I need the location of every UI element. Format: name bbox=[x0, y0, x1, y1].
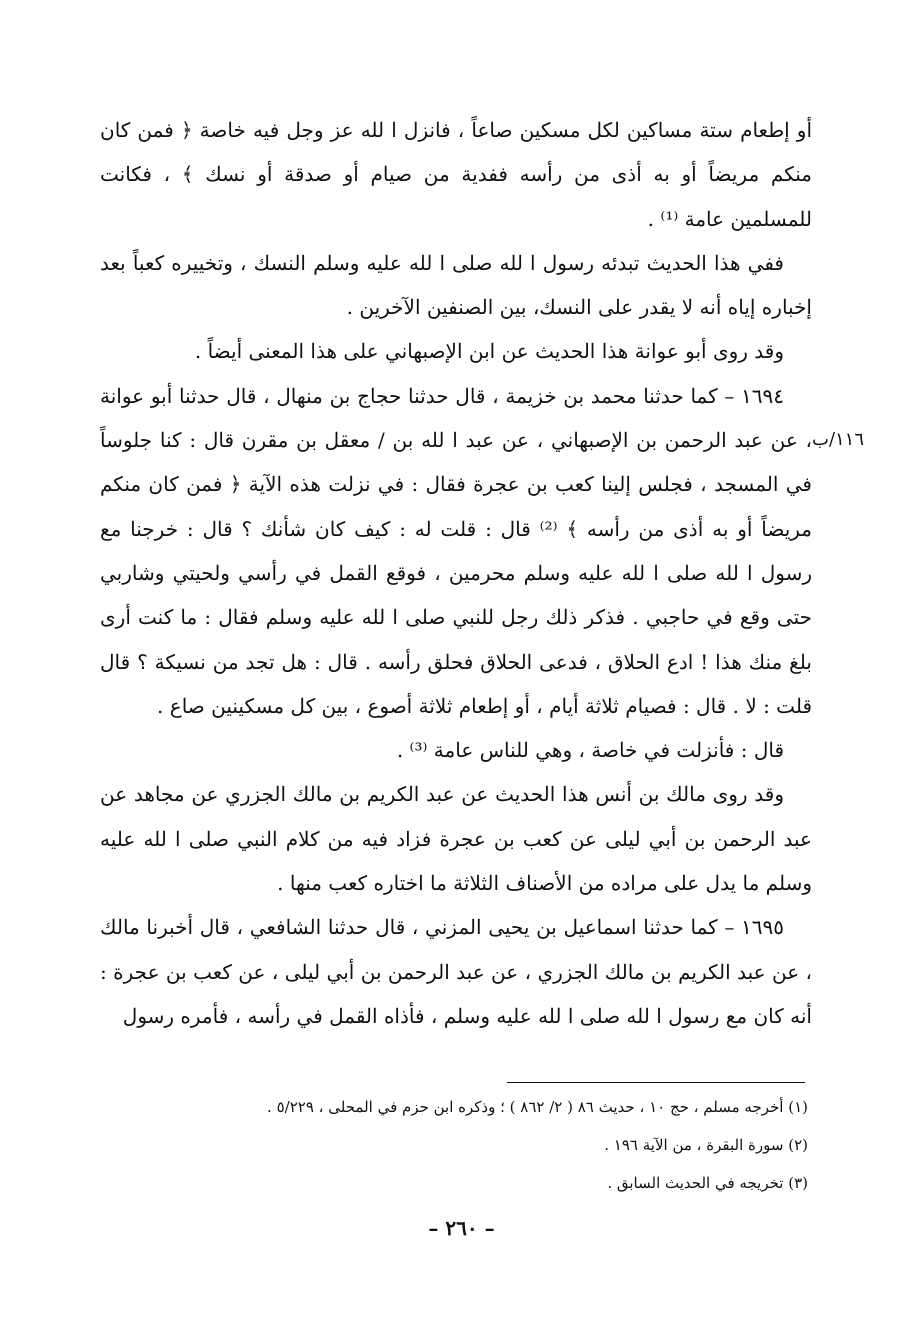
page-number: – ٢٦٠ – bbox=[428, 1216, 495, 1240]
footnote-1: (١) أخرجه مسلم ، حج ١٠ ، حديث ٨٦ ( ٢/ ٨٦٢ ) ؛ وذكره ابن حزم في المحلى ، ٥/٢٢٩ . bbox=[267, 1098, 808, 1116]
main-text-block bbox=[100, 108, 812, 1038]
footnote-2: (٢) سورة البقرة ، من الآية ١٩٦ . bbox=[604, 1136, 808, 1154]
manuscript-folio-note: ١١٦/ب bbox=[812, 429, 865, 450]
footnote-3: (٣) تخريجه في الحديث السابق . bbox=[607, 1174, 808, 1192]
paragraph-2: ففي هذا الحديث تبدئه رسول ا لله صلى ا لله عليه وسلم النسك ، وتخييره كعباً بعد إخباره إياه أنه لا يقدر على النسك، بين الصنفين الآخرين . bbox=[100, 250, 812, 320]
hadith-1695-paragraph: ١٦٩٥ – كما حدثنا اسماعيل بن يحيى المزني ، قال حدثنا الشافعي ، قال أخبرنا مالك ، عن عبد الكريم بن مالك الجزري ، عن عبد الرحمن بن أبي ليلى ، عن كعب بن عجرة : أنه كان مع رسول ا لله صلى ا لله عليه وسلم ، فأذاه القمل في رأسه ، فأمره رسول bbox=[100, 915, 812, 1028]
paragraph-3: وقد روى أبو عوانة هذا الحديث عن ابن الإصبهاني على هذا المعنى أيضاً . bbox=[194, 339, 784, 364]
hadith-1694-paragraph: ١٦٩٤ – كما حدثنا محمد بن خزيمة ، قال حدثنا حجاج بن منهال ، قال حدثنا أبو عوانة ، عن عبد الرحمن بن الإصبهاني ، عن عبد ا لله بن / معقل بن مقرن قال : كنا جلوساً في المسجد ، فجلس إلينا كعب بن عجرة فقال : في نزلت هذه الآية ﴿ فمن كان منكم مريضاً أو به أذى من رأسه ﴾ ⁽²⁾ قال : قلت له : كيف كان شأنك ؟ قال : خرجنا مع رسول ا لله صلى ا لله عليه وسلم محرمين ، فوقع القمل في رأسي ولحيتي وشاربي حتى وقع في حاجبي . فذكر ذلك رجل للنبي صلى ا لله عليه وسلم فقال : ما كنت أرى بلغ منك هذا ! ادع الحلاق ، فدعى الحلاق فحلق رأسه . قال : هل تجد من نسيكة ؟ قال قلت : لا . قال : فصيام ثلاثة أيام ، أو إطعام ثلاثة أصوع ، بين كل مسكينين صاع . bbox=[100, 383, 813, 718]
footnote-divider bbox=[507, 1082, 805, 1083]
footnotes-section bbox=[100, 1088, 812, 1202]
paragraph-1: أو إطعام ستة مساكين لكل مسكين صاعاً ، فانزل ا لله عز وجل فيه خاصة ﴿ فمن كان منكم مريضاً أو به أذى من رأسه ففدية من صيام أو صدقة أو نسك ﴾ ، فكانت للمسلمين عامة ⁽¹⁾ . bbox=[100, 118, 812, 231]
paragraph-6: وقد روى مالك بن أنس هذا الحديث عن عبد الكريم بن مالك الجزري عن مجاهد عن عبد الرحمن بن أبي ليلى عن كعب بن عجرة فزاد فيه من كلام النبي صلى ا لله عليه وسلم ما يدل على مراده من الأصناف الثلاثة ما اختاره كعب منها . bbox=[100, 782, 812, 896]
paragraph-5: قال : فأنزلت في خاصة ، وهي للناس عامة ⁽³⁾ . bbox=[396, 738, 784, 763]
